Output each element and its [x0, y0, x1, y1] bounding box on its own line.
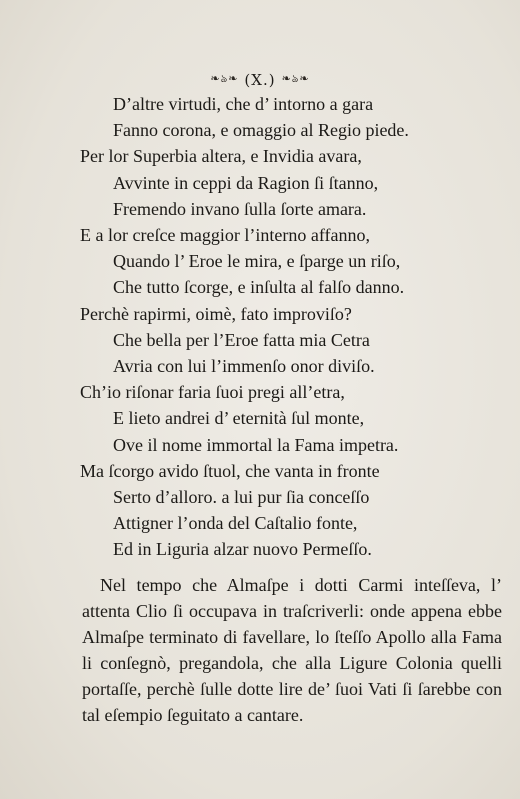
verse-line: Per lor Superbia altera, e Invidia avara, — [80, 146, 362, 167]
paragraph-text: Nel tempo che Almaſpe i dotti Carmi inteſſeva, l’ attenta Clio ſi occupava in traſcriverli: onde appena ebbe Almaſpe terminato di favellare, lo ſteſſo Apollo alla Fama li conſegnò, pregandola, che alla Ligure Colonia quelli portaſſe, perchè ſulle dotte lire de’ ſuoi Vati ſi ſarebbe con tal eſempio ſeguitato a cantare. — [82, 575, 502, 725]
verse-line: Serto d’alloro. a lui pur ſia conceſſo — [113, 487, 370, 507]
verse-line: Ma ſcorgo avido ſtuol, che vanta in fronte — [80, 460, 380, 481]
left-ornament-icon: ❧ঌ❧ — [210, 72, 239, 85]
page-header — [0, 70, 520, 89]
verse-line: Perchè rapirmi, oimè, fato improviſo? — [80, 303, 352, 324]
verse-line: Ove il nome immortal la Fama impetra. — [113, 434, 399, 455]
prose-paragraph — [82, 572, 502, 728]
page-number: (X.) — [244, 70, 276, 89]
verse-line: Che bella per l’Eroe fatta mia Cetra — [113, 329, 370, 350]
verse-line: Quando l’ Eroe le mira, e ſparge un riſo, — [113, 251, 401, 272]
verse-line: Avvinte in ceppi da Ragion ſi ſtanno, — [113, 172, 379, 193]
verse-line: Avria con lui l’immenſo onor diviſo. — [113, 356, 375, 376]
verse-line: D’altre virtudi, che d’ intorno a gara — [113, 94, 374, 114]
verse-line: Che tutto ſcorge, e inſulta al falſo danno. — [113, 277, 405, 298]
verse-line: Attigner l’onda del Caſtalio fonte, — [113, 513, 358, 534]
verse-line: Fanno corona, e omaggio al Regio piede. — [113, 120, 409, 141]
verse-line: Fremendo invano ſulla ſorte amara. — [113, 198, 367, 219]
verse-line: Ch’io riſonar faria ſuoi pregi all’etra, — [80, 382, 345, 403]
verse-line: E lieto andrei d’ eternità ſul monte, — [113, 408, 365, 429]
verse-line: Ed in Liguria alzar nuovo Permeſſo. — [113, 539, 372, 560]
right-ornament-icon: ❧ঌ❧ — [281, 72, 310, 85]
verse-line: E a lor creſce maggior l’interno affanno, — [80, 225, 371, 245]
